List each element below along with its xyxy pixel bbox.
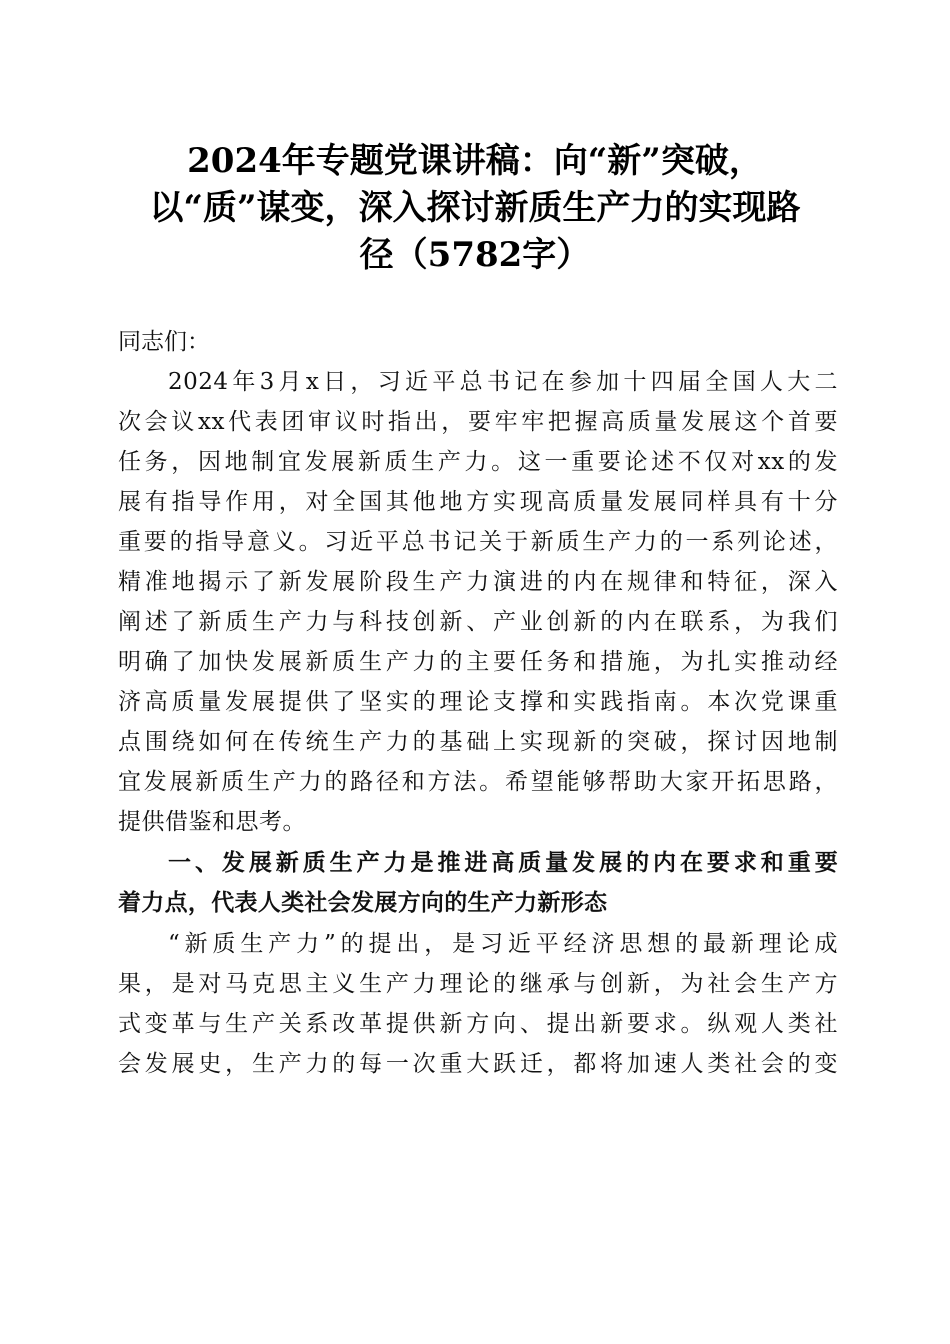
- text-line: 提供借鉴和思考。: [118, 809, 306, 835]
- text-line: 式变革与生产关系改革提供新方向、提出新要求。纵观人类社: [118, 1011, 838, 1037]
- text-line: “新质生产力”的提出，是习近平经济思想的最新理论成: [168, 931, 838, 957]
- greeting: 同志们：: [118, 329, 210, 355]
- text-line: 精准地揭示了新发展阶段生产力演进的内在规律和特征，深入: [118, 569, 838, 595]
- section-heading: [118, 843, 838, 923]
- title-line: 径（5782字）: [359, 235, 591, 275]
- document-body: [118, 322, 838, 1084]
- text-line: 次会议xx代表团审议时指出，要牢牢把握高质量发展这个首要: [118, 409, 838, 435]
- text-line: 展有指导作用，对全国其他地方实现高质量发展同样具有十分: [118, 489, 838, 515]
- text-line: 点围绕如何在传统生产力的基础上实现新的突破，探讨因地制: [118, 729, 838, 755]
- text-line: 会发展史，生产力的每一次重大跃迁，都将加速人类社会的变: [118, 1051, 838, 1077]
- text-line: 果，是对马克思主义生产力理论的继承与创新，为社会生产方: [118, 971, 838, 997]
- text-line: 明确了加快发展新质生产力的主要任务和措施，为扎实推动经: [118, 649, 838, 675]
- text-line: 重要的指导意义。习近平总书记关于新质生产力的一系列论述，: [118, 529, 838, 555]
- document-title: [100, 138, 850, 279]
- heading-line: 一、发展新质生产力是推进高质量发展的内在要求和重要: [168, 850, 838, 876]
- text-line: 2024年3月x日，习近平总书记在参加十四届全国人大二: [168, 369, 838, 395]
- text-line: 任务，因地制宜发展新质生产力。这一重要论述不仅对xx的发: [118, 449, 838, 475]
- intro-paragraph: [118, 362, 838, 842]
- title-line: 以“质”谋变，深入探讨新质生产力的实现路: [149, 188, 801, 228]
- text-line: 宜发展新质生产力的路径和方法。希望能够帮助大家开拓思路，: [118, 769, 838, 795]
- text-line: 阐述了新质生产力与科技创新、产业创新的内在联系，为我们: [118, 609, 838, 635]
- heading-line: 着力点，代表人类社会发展方向的生产力新形态: [118, 890, 608, 916]
- title-line: 2024年专题党课讲稿：向“新”突破，: [187, 141, 763, 181]
- section-paragraph: [118, 924, 838, 1084]
- text-line: 济高质量发展提供了坚实的理论支撑和实践指南。本次党课重: [118, 689, 838, 715]
